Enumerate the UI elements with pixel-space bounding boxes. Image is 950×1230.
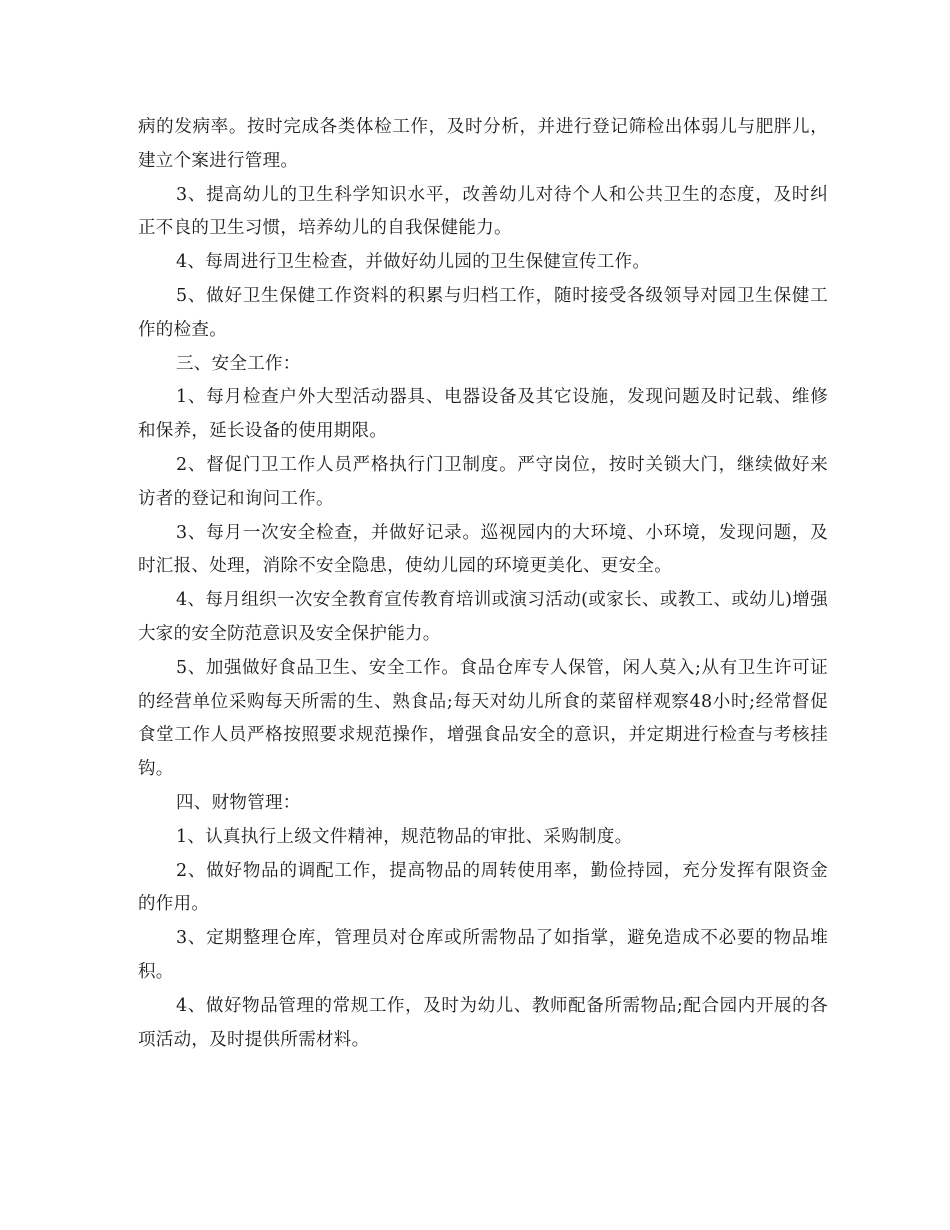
paragraph: 2、督促门卫工作人员严格执行门卫制度。严守岗位，按时关锁大门，继续做好来访者的登记和询问工作。 [138, 454, 828, 509]
paragraph: 3、定期整理仓库，管理员对仓库或所需物品了如指掌，避免造成不必要的物品堆积。 [138, 928, 828, 982]
paragraph: 4、每周进行卫生检查，并做好幼儿园的卫生保健宣传工作。 [176, 252, 651, 273]
paragraph: 5、加强做好食品卫生、安全工作。食品仓库专人保管，闲人莫入;从有卫生许可证的经营单位采购每天所需的生、熟食品;每天对幼儿所食的菜留样观察48小时;经常督促食堂工作人员严格按照要求规范操作，增强食品安全的意识，并定期进行检查与考核挂钩。 [138, 657, 828, 780]
paragraph: 1、每月检查户外大型活动器具、电器设备及其它设施，发现问题及时记载、维修和保养，延长设备的使用期限。 [138, 387, 828, 442]
paragraph: 5、做好卫生保健工作资料的积累与归档工作，随时接受各级领导对园卫生保健工作的检查。 [138, 285, 828, 340]
paragraph: 病的发病率。按时完成各类体检工作，及时分析，并进行登记筛检出体弱儿与肥胖儿，建立个案进行管理。 [138, 117, 828, 171]
paragraph: 3、每月一次安全检查，并做好记录。巡视园内的大环境、小环境，发现问题，及时汇报、处理，消除不安全隐患，使幼儿园的环境更美化、更安全。 [138, 522, 828, 577]
paragraph: 4、每月组织一次安全教育宣传教育培训或演习活动(或家长、或教工、或幼儿)增强大家的安全防范意识及安全保护能力。 [138, 590, 828, 644]
paragraph: 2、做好物品的调配工作，提高物品的周转使用率，勤俭持园，充分发挥有限资金的作用。 [138, 860, 828, 915]
document-body [138, 111, 828, 1057]
section-heading-property: 四、财物管理： [176, 792, 301, 813]
paragraph: 3、提高幼儿的卫生科学知识水平，改善幼儿对待个人和公共卫生的态度，及时纠正不良的卫生习惯，培养幼儿的自我保健能力。 [138, 184, 828, 239]
section-heading-safety: 三、安全工作： [176, 353, 301, 374]
paragraph: 1、认真执行上级文件精神，规范物品的审批、采购制度。 [176, 826, 633, 847]
paragraph: 4、做好物品管理的常规工作，及时为幼儿、教师配备所需物品;配合园内开展的各项活动，及时提供所需材料。 [138, 995, 828, 1050]
